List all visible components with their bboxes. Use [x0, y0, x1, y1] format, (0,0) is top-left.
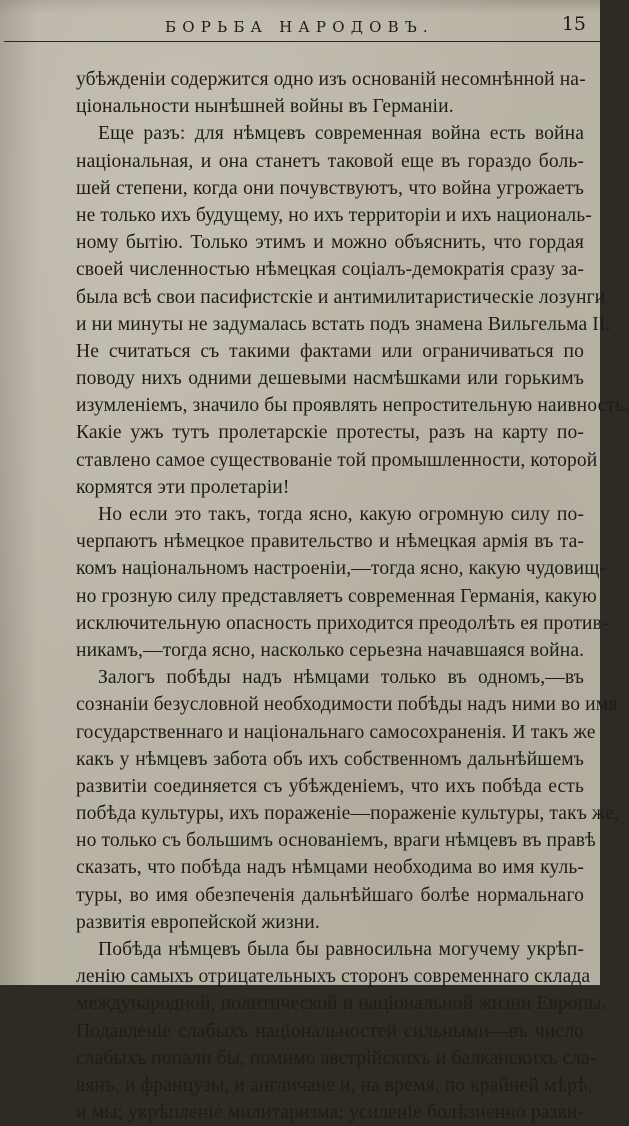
text-line: поводу нихъ одними дешевыми насмѣшками или горькимъ	[76, 368, 584, 390]
text-line: своей численностью нѣмецкая соціалъ-демократія сразу за-	[76, 259, 584, 281]
text-line: убѣжденіи содержится одно изъ основаній несомнѣнной на-	[76, 69, 586, 90]
text-line: но только съ большимъ основаніемъ, враги нѣмцевъ въ правѣ	[76, 830, 596, 852]
paragraph	[76, 66, 584, 120]
text-line: изумленіемъ, значило бы проявлять непростительную наивность.	[76, 395, 629, 417]
text-line: какъ у нѣмцевъ забота объ ихъ собственномъ дальнѣйшемъ	[76, 748, 584, 770]
text-line: никамъ,—тогда ясно, насколько серьезна начавшаяся война.	[76, 639, 585, 661]
text-line: и мы; укрѣпленіе милитаризма; усиленіе болѣзненно разви-	[76, 1102, 584, 1124]
text-line: развитіи соединяется съ убѣжденіемъ, что ихъ побѣда есть	[76, 775, 584, 797]
page-number: 15	[561, 13, 586, 35]
paragraph	[76, 501, 609, 664]
text-line: не только ихъ будущему, но ихъ территоріи и ихъ националь-	[76, 204, 592, 226]
text-line: Но если это такъ, тогда ясно, какую огромную силу по-	[98, 504, 584, 525]
text-line: была всѣ свои пасифистскіе и антимилитаристическіе лозунги	[76, 286, 606, 308]
text-line: національная, и она станетъ таковой еще въ гораздо боль-	[76, 150, 584, 172]
paragraph	[76, 120, 629, 501]
text-line: черпаютъ нѣмецкое правительство и нѣмецкая армія въ та-	[76, 531, 584, 553]
text-line: комъ національномъ настроеніи,—тогда ясно, какую чудовищ-	[76, 558, 607, 580]
text-line: побѣда культуры, ихъ пораженіе—пораженіе культуры, такъ же,	[76, 803, 620, 825]
text-line: Залогъ побѣды надъ нѣмцами только въ одномъ,—въ	[98, 667, 584, 689]
text-line: ленію самыхъ отрицательныхъ сторонъ современнаго склада	[76, 966, 591, 988]
text-line: слабыхъ попали бы, помимо австрійскихъ и балканскихъ сла-	[76, 1047, 597, 1069]
paragraph	[76, 664, 620, 936]
text-line: ставлено самое существованіе той промышленности, которой	[76, 449, 598, 471]
text-line: исключительную опасность приходится преодолѣть ея против-	[76, 612, 609, 634]
text-line: международной, политической и національной жизни Европы.	[76, 993, 607, 1015]
text-line: сознаніи безусловной необходимости побѣды надъ ними во имя	[76, 694, 618, 716]
text-line: шей степени, когда они почувствуютъ, что война угрожаетъ	[76, 177, 584, 199]
text-line: туры, во имя обезпеченія дальнѣйшаго болѣе нормальнаго	[76, 884, 584, 906]
body-text	[76, 66, 629, 1126]
text-line: вянъ, и французы, и англичане и, на время, по крайней мѣрѣ,	[76, 1074, 593, 1096]
text-line: ному бытію. Только этимъ и можно объяснить, что гордая	[76, 232, 584, 254]
text-line: Не считаться съ такими фактами или ограничиваться по	[76, 340, 584, 362]
running-header	[0, 10, 600, 40]
text-line: развитія европейской жизни.	[76, 911, 320, 933]
running-title: БОРЬБА НАРОДОВЪ.	[165, 18, 434, 36]
text-line: но грозную силу представляетъ современная Германія, какую	[76, 585, 597, 607]
text-line: государственнаго и національнаго самосохраненія. И такъ же	[76, 721, 596, 743]
text-line: Подавленіе слабыхъ національностей сильными—въ число	[76, 1020, 584, 1042]
text-line: сказать, что побѣда надъ нѣмцами необходима во имя куль-	[76, 857, 584, 879]
text-line: ціональности нынѣшней войны въ Германіи.	[76, 96, 454, 118]
text-line: Еще разъ: для нѣмцевъ современная война есть война	[98, 123, 584, 145]
header-rule	[4, 41, 600, 42]
text-line: и ни минуты не задумалась встать подъ знамена Вильгельма II.	[76, 313, 611, 335]
paragraph	[76, 936, 607, 1126]
text-line: Какіе ужъ тутъ пролетарскіе протесты, разъ на карту по-	[76, 422, 584, 444]
text-line: кормятся эти пролетаріи!	[76, 476, 290, 498]
text-line: Побѣда нѣмцевъ была бы равносильна могучему укрѣп-	[98, 939, 584, 960]
